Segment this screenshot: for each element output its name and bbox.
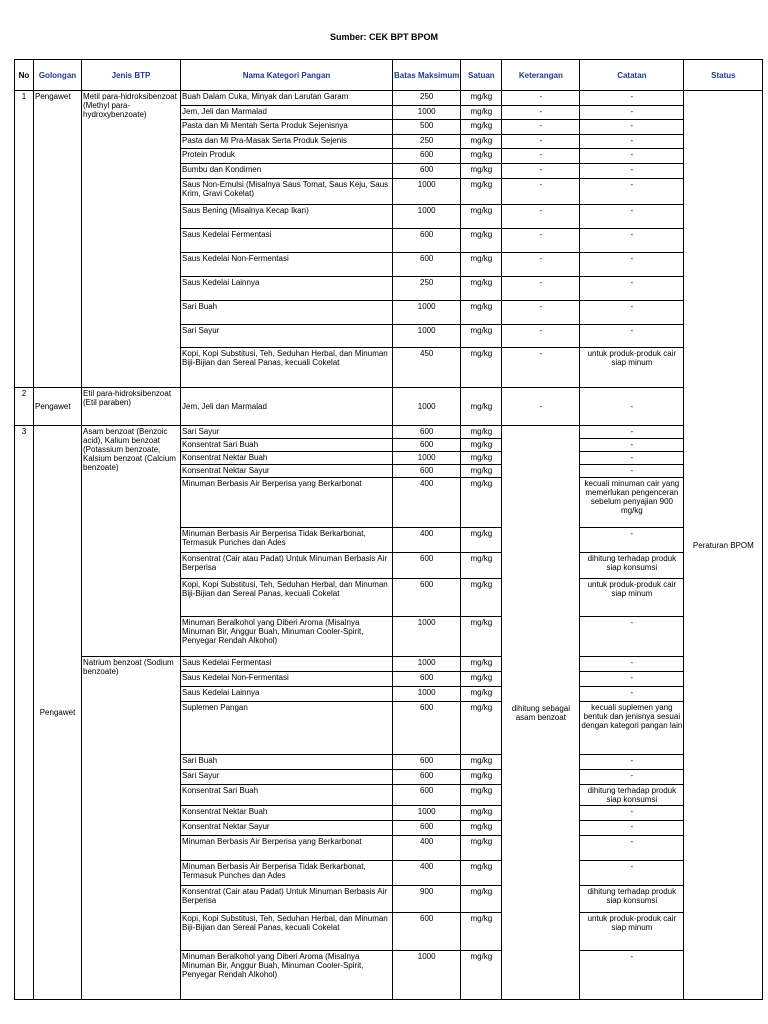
row-number: 2	[15, 388, 34, 426]
batas-maksimum-cell: 600	[393, 913, 461, 951]
batas-maksimum-cell: 1000	[393, 687, 461, 702]
batas-maksimum-cell: 600	[393, 426, 461, 439]
catatan-cell: kecuali suplemen yang bentuk dan jenisnya sesuai dengan kategori pangan lain	[580, 702, 684, 755]
satuan-cell: mg/kg	[461, 164, 502, 179]
satuan-cell: mg/kg	[461, 229, 502, 253]
catatan-cell: -	[580, 205, 684, 229]
batas-maksimum-cell: 600	[393, 229, 461, 253]
kategori-pangan-cell: Konsentrat Sari Buah	[181, 785, 393, 806]
keterangan-cell: -	[502, 91, 580, 106]
satuan-cell: mg/kg	[461, 426, 502, 439]
kategori-pangan-cell: Minuman Beralkohol yang Diberi Aroma (Misalnya Minuman Bir, Anggur Buah, Minuman Cooler-Spirit, Penyegar Rendah Alkohol)	[181, 617, 393, 657]
status-cell: Peraturan BPOM	[684, 91, 763, 1000]
batas-maksimum-cell: 1000	[393, 806, 461, 821]
catatan-cell: -	[580, 135, 684, 149]
catatan-cell: untuk produk-produk cair siap minum	[580, 913, 684, 951]
batas-maksimum-cell: 1000	[393, 205, 461, 229]
satuan-cell: mg/kg	[461, 913, 502, 951]
kategori-pangan-cell: Saus Kedelai Fermentasi	[181, 657, 393, 672]
catatan-cell: -	[580, 149, 684, 164]
satuan-cell: mg/kg	[461, 528, 502, 553]
batas-maksimum-cell: 600	[393, 164, 461, 179]
kategori-pangan-cell: Pasta dan Mi Pra-Masak Serta Produk Sejenis	[181, 135, 393, 149]
batas-maksimum-cell: 600	[393, 253, 461, 277]
catatan-cell: -	[580, 179, 684, 205]
catatan-cell: -	[580, 465, 684, 478]
satuan-cell: mg/kg	[461, 861, 502, 886]
keterangan-cell: -	[502, 277, 580, 301]
kategori-pangan-cell: Saus Non-Emulsi (Misalnya Saus Tomat, Saus Keju, Saus Krim, Gravi Cokelat)	[181, 179, 393, 205]
catatan-cell: -	[580, 388, 684, 426]
jenis-btp-cell: Metil para-hidroksibenzoat (Methyl para-hydroxybenzoate)	[82, 91, 181, 388]
catatan-cell: -	[580, 672, 684, 687]
catatan-cell: dihitung terhadap produk siap konsumsi	[580, 886, 684, 913]
golongan-cell: Pengawet	[34, 426, 82, 1000]
kategori-pangan-cell: Saus Kedelai Lainnya	[181, 687, 393, 702]
kategori-pangan-cell: Konsentrat Nektar Sayur	[181, 465, 393, 478]
batas-maksimum-cell: 250	[393, 91, 461, 106]
satuan-cell: mg/kg	[461, 388, 502, 426]
kategori-pangan-cell: Konsentrat (Cair atau Padat) Untuk Minuman Berbasis Air Berperisa	[181, 553, 393, 579]
jenis-btp-cell: Natrium benzoat (Sodium benzoate)	[82, 657, 181, 1000]
row-number: 1	[15, 91, 34, 388]
catatan-cell: -	[580, 106, 684, 120]
kategori-pangan-cell: Jem, Jeli dan Marmalad	[181, 388, 393, 426]
batas-maksimum-cell: 600	[393, 439, 461, 452]
satuan-cell: mg/kg	[461, 617, 502, 657]
catatan-cell: -	[580, 91, 684, 106]
golongan-cell: Pengawet	[34, 388, 82, 426]
header-catatan: Catatan	[580, 60, 684, 91]
kategori-pangan-cell: Sari Sayur	[181, 426, 393, 439]
keterangan-cell: -	[502, 205, 580, 229]
satuan-cell: mg/kg	[461, 149, 502, 164]
keterangan-cell: -	[502, 253, 580, 277]
batas-maksimum-cell: 250	[393, 135, 461, 149]
kategori-pangan-cell: Pasta dan Mi Mentah Serta Produk Sejenisnya	[181, 120, 393, 135]
keterangan-cell: -	[502, 348, 580, 388]
catatan-cell: -	[580, 426, 684, 439]
satuan-cell: mg/kg	[461, 452, 502, 465]
header-status: Status	[684, 60, 763, 91]
batas-maksimum-cell: 600	[393, 755, 461, 770]
keterangan-cell: -	[502, 388, 580, 426]
batas-maksimum-cell: 1000	[393, 452, 461, 465]
catatan-cell: -	[580, 229, 684, 253]
satuan-cell: mg/kg	[461, 106, 502, 120]
satuan-cell: mg/kg	[461, 465, 502, 478]
table-row	[15, 657, 763, 672]
kategori-pangan-cell: Suplemen Pangan	[181, 702, 393, 755]
satuan-cell: mg/kg	[461, 755, 502, 770]
catatan-cell: -	[580, 657, 684, 672]
catatan-cell: -	[580, 301, 684, 325]
header-satuan: Satuan	[461, 60, 502, 91]
kategori-pangan-cell: Kopi, Kopi Substitusi, Teh, Seduhan Herbal, dan Minuman Biji-Bijian dan Sereal Panas, kecuali Cokelat	[181, 348, 393, 388]
batas-maksimum-cell: 600	[393, 770, 461, 785]
jenis-btp-cell: Asam benzoat (Benzoic acid), Kalium benzoat (Potassium benzoate, Kalsium benzoat (Calcium benzoate)	[82, 426, 181, 657]
kategori-pangan-cell: Konsentrat Nektar Sayur	[181, 821, 393, 836]
catatan-cell: -	[580, 120, 684, 135]
satuan-cell: mg/kg	[461, 821, 502, 836]
batas-maksimum-cell: 1000	[393, 301, 461, 325]
satuan-cell: mg/kg	[461, 806, 502, 821]
kategori-pangan-cell: Sari Sayur	[181, 770, 393, 785]
batas-maksimum-cell: 1000	[393, 951, 461, 1000]
kategori-pangan-cell: Bumbu dan Kondimen	[181, 164, 393, 179]
kategori-pangan-cell: Minuman Beralkohol yang Diberi Aroma (Misalnya Minuman Bir, Anggur Buah, Minuman Cooler-Spirit, Penyegar Rendah Alkohol)	[181, 951, 393, 1000]
kategori-pangan-cell: Sari Buah	[181, 301, 393, 325]
catatan-cell: dihitung terhadap produk siap konsumsi	[580, 785, 684, 806]
catatan-cell: -	[580, 687, 684, 702]
batas-maksimum-cell: 600	[393, 465, 461, 478]
keterangan-cell: -	[502, 106, 580, 120]
satuan-cell: mg/kg	[461, 277, 502, 301]
satuan-cell: mg/kg	[461, 886, 502, 913]
keterangan-cell: -	[502, 301, 580, 325]
row-number: 3	[15, 426, 34, 1000]
catatan-cell: -	[580, 325, 684, 348]
keterangan-cell: -	[502, 149, 580, 164]
satuan-cell: mg/kg	[461, 687, 502, 702]
header-jenis-btp: Jenis BTP	[82, 60, 181, 91]
batas-maksimum-cell: 900	[393, 886, 461, 913]
kategori-pangan-cell: Minuman Berbasis Air Berperisa yang Berkarbonat	[181, 478, 393, 528]
kategori-pangan-cell: Sari Buah	[181, 755, 393, 770]
catatan-cell: kecuali minuman cair yang memerlukan pengenceran sebelum penyajian 900 mg/kg	[580, 478, 684, 528]
kategori-pangan-cell: Protein Produk	[181, 149, 393, 164]
table-row	[15, 388, 763, 426]
kategori-pangan-cell: Kopi, Kopi Substitusi, Teh, Seduhan Herbal, dan Minuman Biji-Bijian dan Sereal Panas, kecuali Cokelat	[181, 579, 393, 617]
catatan-cell: -	[580, 770, 684, 785]
satuan-cell: mg/kg	[461, 702, 502, 755]
satuan-cell: mg/kg	[461, 301, 502, 325]
satuan-cell: mg/kg	[461, 579, 502, 617]
kategori-pangan-cell: Konsentrat Sari Buah	[181, 439, 393, 452]
satuan-cell: mg/kg	[461, 135, 502, 149]
satuan-cell: mg/kg	[461, 325, 502, 348]
header-keterangan: Keterangan	[502, 60, 580, 91]
header-kategori-pangan: Nama Kategori Pangan	[181, 60, 393, 91]
batas-maksimum-cell: 1000	[393, 106, 461, 120]
satuan-cell: mg/kg	[461, 553, 502, 579]
kategori-pangan-cell: Saus Kedelai Non-Fermentasi	[181, 672, 393, 687]
table-row	[15, 426, 763, 439]
kategori-pangan-cell: Konsentrat Nektar Buah	[181, 806, 393, 821]
kategori-pangan-cell: Konsentrat (Cair atau Padat) Untuk Minuman Berbasis Air Berperisa	[181, 886, 393, 913]
kategori-pangan-cell: Minuman Berbasis Air Berperisa Tidak Berkarbonat, Termasuk Punches dan Ades	[181, 861, 393, 886]
kategori-pangan-cell: Minuman Berbasis Air Berperisa yang Berkarbonat	[181, 836, 393, 861]
kategori-pangan-cell: Saus Kedelai Non-Fermentasi	[181, 253, 393, 277]
btp-table	[14, 59, 763, 1000]
catatan-cell: dihitung terhadap produk siap konsumsi	[580, 553, 684, 579]
kategori-pangan-cell: Jem, Jeli dan Marmalad	[181, 106, 393, 120]
satuan-cell: mg/kg	[461, 205, 502, 229]
batas-maksimum-cell: 600	[393, 821, 461, 836]
batas-maksimum-cell: 600	[393, 785, 461, 806]
header-batas-maksimum: Batas Maksimum	[393, 60, 461, 91]
keterangan-cell: -	[502, 164, 580, 179]
batas-maksimum-cell: 1000	[393, 179, 461, 205]
catatan-cell: untuk produk-produk cair siap minum	[580, 579, 684, 617]
catatan-cell: -	[580, 806, 684, 821]
satuan-cell: mg/kg	[461, 91, 502, 106]
batas-maksimum-cell: 600	[393, 672, 461, 687]
satuan-cell: mg/kg	[461, 179, 502, 205]
catatan-cell: -	[580, 452, 684, 465]
satuan-cell: mg/kg	[461, 657, 502, 672]
catatan-cell: -	[580, 439, 684, 452]
table-row	[15, 91, 763, 106]
catatan-cell: -	[580, 277, 684, 301]
batas-maksimum-cell: 1000	[393, 325, 461, 348]
batas-maksimum-cell: 400	[393, 836, 461, 861]
catatan-cell: -	[580, 528, 684, 553]
batas-maksimum-cell: 250	[393, 277, 461, 301]
batas-maksimum-cell: 450	[393, 348, 461, 388]
batas-maksimum-cell: 400	[393, 528, 461, 553]
golongan-cell: Pengawet	[34, 91, 82, 388]
catatan-cell: -	[580, 164, 684, 179]
source-label: Sumber: CEK BPT BPOM	[329, 32, 438, 42]
catatan-cell: -	[580, 836, 684, 861]
keterangan-cell: -	[502, 179, 580, 205]
batas-maksimum-cell: 600	[393, 579, 461, 617]
keterangan-cell: -	[502, 325, 580, 348]
keterangan-cell: dihitung sebagai asam benzoat	[502, 426, 580, 1000]
catatan-cell: -	[580, 861, 684, 886]
batas-maksimum-cell: 600	[393, 553, 461, 579]
kategori-pangan-cell: Saus Kedelai Fermentasi	[181, 229, 393, 253]
satuan-cell: mg/kg	[461, 253, 502, 277]
satuan-cell: mg/kg	[461, 785, 502, 806]
batas-maksimum-cell: 1000	[393, 657, 461, 672]
satuan-cell: mg/kg	[461, 478, 502, 528]
header-no: No	[15, 60, 34, 91]
keterangan-cell: -	[502, 229, 580, 253]
kategori-pangan-cell: Konsentrat Nektar Buah	[181, 452, 393, 465]
satuan-cell: mg/kg	[461, 770, 502, 785]
catatan-cell: -	[580, 821, 684, 836]
kategori-pangan-cell: Saus Bening (Misalnya Kecap Ikan)	[181, 205, 393, 229]
batas-maksimum-cell: 400	[393, 478, 461, 528]
kategori-pangan-cell: Minuman Berbasis Air Berperisa Tidak Berkarbonat, Termasuk Punches dan Ades	[181, 528, 393, 553]
batas-maksimum-cell: 1000	[393, 388, 461, 426]
kategori-pangan-cell: Buah Dalam Cuka, Minyak dan Larutan Garam	[181, 91, 393, 106]
batas-maksimum-cell: 400	[393, 861, 461, 886]
batas-maksimum-cell: 600	[393, 702, 461, 755]
satuan-cell: mg/kg	[461, 836, 502, 861]
header-golongan: Golongan	[34, 60, 82, 91]
batas-maksimum-cell: 500	[393, 120, 461, 135]
keterangan-cell: -	[502, 135, 580, 149]
catatan-cell: -	[580, 617, 684, 657]
keterangan-cell: -	[502, 120, 580, 135]
header-row	[15, 60, 763, 91]
catatan-cell: -	[580, 253, 684, 277]
kategori-pangan-cell: Sari Sayur	[181, 325, 393, 348]
jenis-btp-cell: Etil para-hidroksibenzoat (Etil paraben)	[82, 388, 181, 426]
catatan-cell: untuk produk-produk cair siap minum	[580, 348, 684, 388]
catatan-cell: -	[580, 755, 684, 770]
kategori-pangan-cell: Kopi, Kopi Substitusi, Teh, Seduhan Herbal, dan Minuman Biji-Bijian dan Sereal Panas, kecuali Cokelat	[181, 913, 393, 951]
satuan-cell: mg/kg	[461, 951, 502, 1000]
satuan-cell: mg/kg	[461, 439, 502, 452]
kategori-pangan-cell: Saus Kedelai Lainnya	[181, 277, 393, 301]
batas-maksimum-cell: 600	[393, 149, 461, 164]
satuan-cell: mg/kg	[461, 120, 502, 135]
catatan-cell: -	[580, 951, 684, 1000]
batas-maksimum-cell: 1000	[393, 617, 461, 657]
satuan-cell: mg/kg	[461, 672, 502, 687]
satuan-cell: mg/kg	[461, 348, 502, 388]
